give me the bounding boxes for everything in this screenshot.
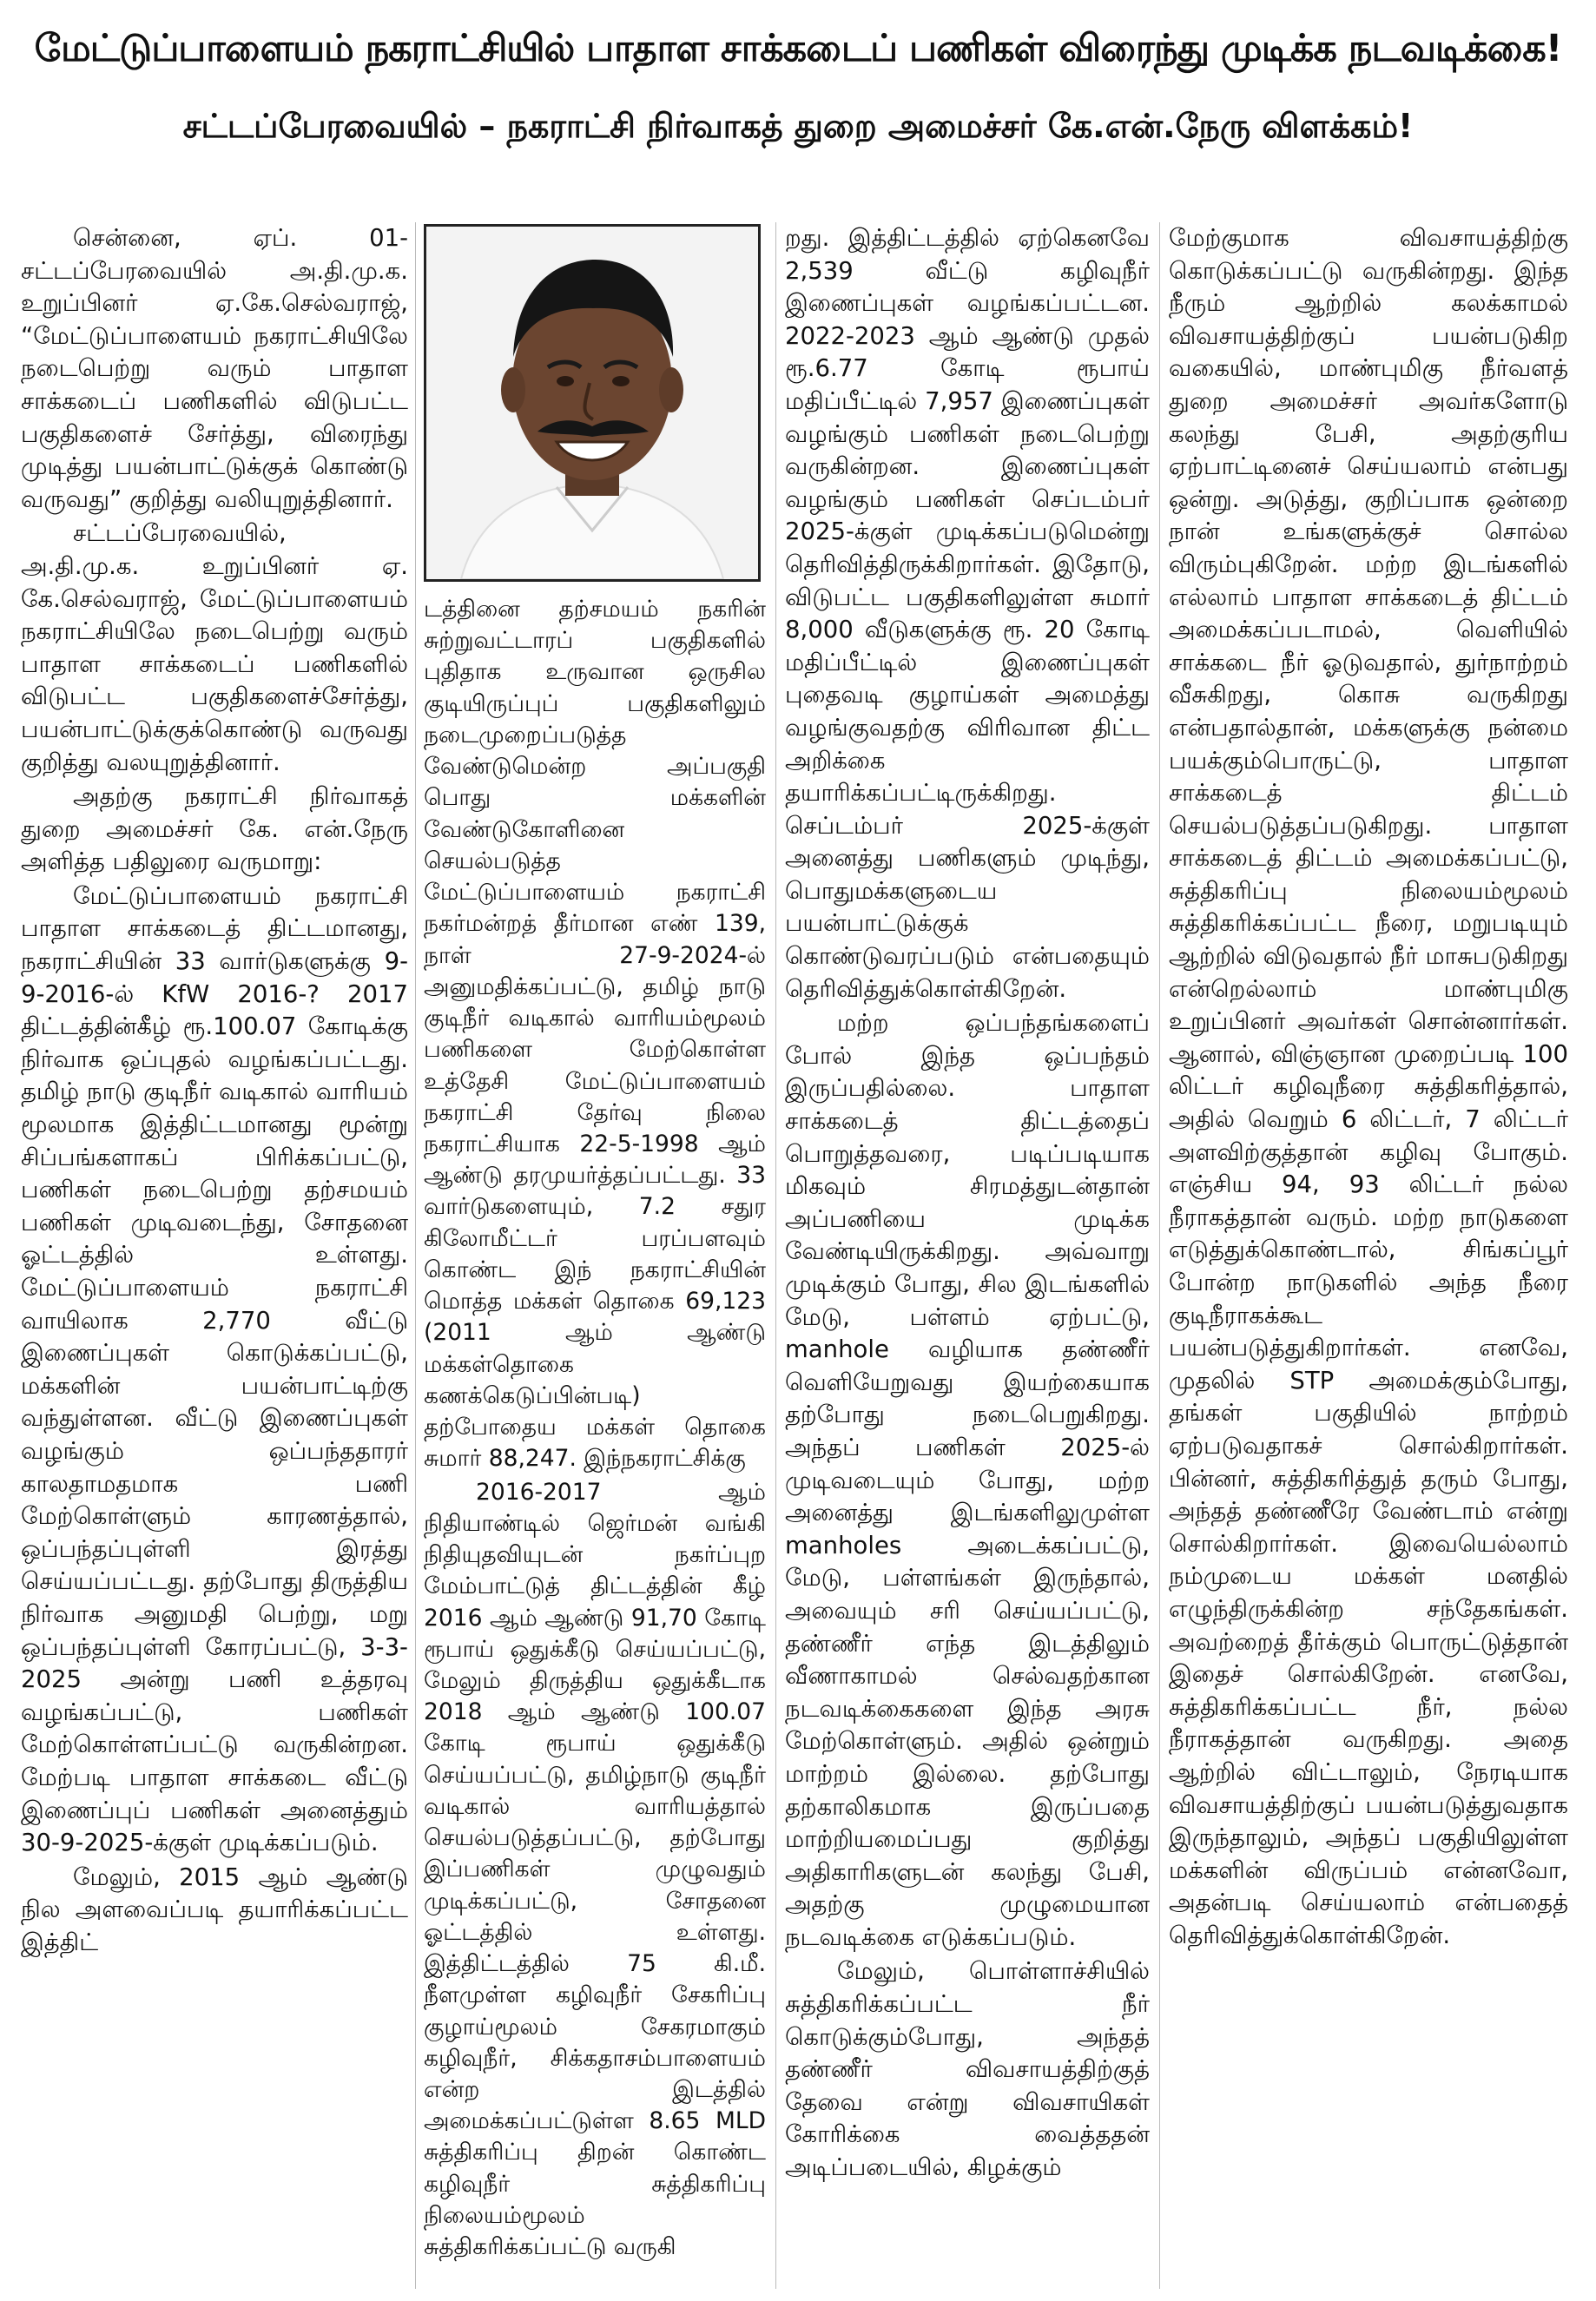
article-paragraph: மற்ற ஒப்பந்தங்களைப் போல் இந்த ஒப்பந்தம் இருப்பதில்லை. பாதாள சாக்கடைத் திட்டத்தைப் பொறுத்தவரை, படிப்படியாக மிகவும் சிரமத்துடன்தான் அப்பணியை முடிக்க வேண்டியிருக்கிறது. அவ்வாறு முடிக்கும் போது, சில இடங்களில் மேடு, பள்ளம் ஏற்பட்டு, manhole வழியாக தண்ணீர் வெளியேறுவது இயற்கையாக தற்போது நடைபெறுகிறது. அந்தப் பணிகள் 2025-ல் முடிவடையும் போது, மற்ற அனைத்து இடங்களிலுமுள்ள manholes அடைக்கப்பட்டு, மேடு, பள்ளங்கள் இருந்தால், அவையும் சரி செய்யப்பட்டு, தண்ணீர் எந்த இடத்திலும் வீணாகாமல் செல்வதற்கான நடவடிக்கைகளை இந்த அரசு மேற்கொள்ளும். அதில் ஒன்றும் மாற்றம் இல்லை. தற்போது தற்காலிகமாக இருப்பதை மாற்றியமைப்பது குறித்து அதிகாரிகளுடன் கலந்து பேசி, அதற்கு முழுமையான நடவடிக்கை எடுக்கப்படும். xyxy=(785,1009,1150,1951)
article-paragraph: மேலும், 2015 ஆம் ஆண்டு நில அளவைப்படி தயாரிக்கப்பட்ட இத்திட் xyxy=(21,1863,408,1956)
column-divider xyxy=(415,222,416,2289)
headline: மேட்டுப்பாளையம் நகராட்சியில் பாதாள சாக்கடைப் பணிகள் விரைந்து முடிக்க நடவடிக்கை! xyxy=(34,27,1562,70)
article-paragraph: றது. இத்திட்டத்தில் ஏற்கெனவே 2,539 வீட்டு கழிவுநீர் இணைப்புகள் வழங்கப்பட்டன. 2022-2023 ஆம் ஆண்டு முதல் ரூ.6.77 கோடி ரூபாய் மதிப்பீட்டில் 7,957 இணைப்புகள் வழங்கும் பணிகள் நடைபெற்று வருகின்றன. இணைப்புகள் வழங்கும் பணிகள் செப்டம்பர் 2025-க்குள் முடிக்கப்படுமென்று தெரிவித்திருக்கிறார்கள். இதோடு, விடுபட்ட பகுதிகளிலுள்ள சுமார் 8,000 வீடுகளுக்கு ரூ. 20 கோடி மதிப்பீட்டில் இணைப்புகள் புதைவடி குழாய்கள் அமைத்து வழங்குவதற்கு விரிவான திட்ட அறிக்கை தயாரிக்கப்பட்டிருக்கிறது. செப்டம்பர் 2025-க்குள் அனைத்து பணிகளும் முடிந்து, பொதுமக்களுடைய பயன்பாட்டுக்குக் கொண்டுவரப்படும் என்பதையும் தெரிவித்துக்கொள்கிறேன். xyxy=(785,224,1150,1003)
article-column-3 xyxy=(785,222,1150,2293)
article-paragraph: சென்னை, ஏப். 01- சட்டப்பேரவையில் அ.தி.மு.க. உறுப்பினர் ஏ.கே.செல்வராஜ், “மேட்டுப்பாளையம் நகராட்சியிலே நடைபெற்று வரும் பாதாள சாக்கடைப் பணிகளில் விடுபட்ட பகுதிகளைச் சேர்த்து, விரைந்து முடித்து பயன்பாட்டுக்குக் கொண்டு வருவது” குறித்து வலியுறுத்தினார். xyxy=(21,224,408,513)
article-column-1 xyxy=(21,222,408,2293)
article-column-4 xyxy=(1169,222,1568,2293)
article-paragraph: மேட்டுப்பாளையம் நகராட்சி பாதாள சாக்கடைத் திட்டமானது, நகராட்சியின் 33 வார்டுகளுக்கு 9-9-2016-ல் KfW 2016-? 2017 திட்டத்தின்கீழ் ரூ.100.07 கோடிக்கு நிர்வாக ஒப்புதல் வழங்கப்பட்டது. தமிழ் நாடு குடிநீர் வடிகால் வாரியம் மூலமாக இத்திட்டமானது மூன்று சிப்பங்களாகப் பிரிக்கப்பட்டு, பணிகள் நடைபெற்று தற்சமயம் பணிகள் முடிவடைந்து, சோதனை ஓட்டத்தில் உள்ளது. மேட்டுப்பாளையம் நகராட்சி வாயிலாக 2,770 வீட்டு இணைப்புகள் கொடுக்கப்பட்டு, மக்களின் பயன்பாட்டிற்கு வந்துள்ளன. வீட்டு இணைப்புகள் வழங்கும் ஒப்பந்ததாரர் காலதாமதமாக பணி மேற்கொள்ளும் காரணத்தால், ஒப்பந்தப்புள்ளி இரத்து செய்யப்பட்டது. தற்போது திருத்திய நிர்வாக அனுமதி பெற்று, மறு ஒப்பந்தப்புள்ளி கோரப்பட்டு, 3-3-2025 அன்று பணி உத்தரவு வழங்கப்பட்டு, பணிகள் மேற்கொள்ளப்பட்டு வருகின்றன. மேற்படி பாதாள சாக்கடை வீட்டு இணைப்புப் பணிகள் அனைத்தும் 30-9-2025-க்குள் முடிக்கப்படும். xyxy=(21,881,408,1857)
article-paragraph: சட்டப்பேரவையில், அ.தி.மு.க. உறுப்பினர் ஏ. கே.செல்வராஜ், மேட்டுப்பாளையம் நகராட்சியிலே நடைபெற்று வரும் பாதாள சாக்கடைப் பணிகளில் விடுபட்ட பகுதிகளைச்சேர்த்து, பயன்பாட்டுக்குக்கொண்டு வருவது குறித்து வலயுறுத்தினார். xyxy=(21,519,408,776)
article-column-2 xyxy=(424,594,766,2293)
article-paragraph: 2016-2017 ஆம் நிதியாண்டில் ஜெர்மன் வங்கி நிதியுதவியுடன் நகர்ப்புற மேம்பாட்டுத் திட்டத்தின் கீழ் 2016 ஆம் ஆண்டு 91,70 கோடி ரூபாய் ஒதுக்கீடு செய்யப்பட்டு, மேலும் திருத்திய ஒதுக்கீடாக 2018 ஆம் ஆண்டு 100.07 கோடி ரூபாய் ஒதுக்கீடு செய்யப்பட்டு, தமிழ்நாடு குடிநீர் வடிகால் வாரியத்தால் செயல்படுத்தப்பட்டு, தற்போது இப்பணிகள் முழுவதும் முடிக்கப்பட்டு, சோதனை ஓட்டத்தில் உள்ளது. இத்திட்டத்தில் 75 கி.மீ. நீளமுள்ள கழிவுநீர் சேகரிப்பு குழாய்மூலம் சேகரமாகும் கழிவுநீர், சிக்கதாசம்பாளையம் என்ற இடத்தில் அமைக்கப்பட்டுள்ள 8.65 MLD சுத்திகரிப்பு திறன் கொண்ட கழிவுநீர் சுத்திகரிப்பு நிலையம்மூலம் சுத்திகரிக்கப்பட்டு வருகி xyxy=(424,1478,766,2261)
article-paragraph: மேற்குமாக விவசாயத்திற்கு கொடுக்கப்பட்டு வருகின்றது. இந்த நீரும் ஆற்றில் கலக்காமல் விவசாயத்திற்குப் பயன்படுகிற வகையில், மாண்புமிகு நீர்வளத் துறை அமைச்சர் அவர்களோடு கலந்து பேசி, அதற்குரிய ஏற்பாட்டினைச் செய்யலாம் என்பது ஒன்று. அடுத்து, குறிப்பாக ஒன்றை நான் உங்களுக்குச் சொல்ல விரும்புகிறேன். மற்ற இடங்களில் எல்லாம் பாதாள சாக்கடைத் திட்டம் அமைக்கப்படாமல், வெளியில் சாக்கடை நீர் ஓடுவதால், துர்நாற்றம் வீசுகிறது, கொசு வருகிறது என்பதால்தான், மக்களுக்கு நன்மை பயக்கும்பொருட்டு, பாதாள சாக்கடைத் திட்டம் செயல்படுத்தப்படுகிறது. பாதாள சாக்கடைத் திட்டம் அமைக்கப்பட்டு, சுத்திகரிப்பு நிலையம்மூலம் சுத்திகரிக்கப்பட்ட நீரை, மறுபடியும் ஆற்றில் விடுவதால் நீர் மாசுபடுகிறது என்றெல்லாம் மாண்புமிகு உறுப்பினர் அவர்கள் சொன்னார்கள். ஆனால், விஞ்ஞான முறைப்படி 100 லிட்டர் கழிவுநீரை சுத்திகரித்தால், அதில் வெறும் 6 லிட்டர், 7 லிட்டர் அளவிற்குத்தான் கழிவு போகும். எஞ்சிய 94, 93 லிட்டர் நல்ல நீராகத்தான் வரும். மற்ற நாடுகளை எடுத்துக்கொண்டால், சிங்கப்பூர் போன்ற நாடுகளில் அந்த நீரை குடிநீராகக்கூட பயன்படுத்துகிறார்கள். எனவே, முதலில் STP அமைக்கும்போது, தங்கள் பகுதியில் நாற்றம் ஏற்படுவதாகச் சொல்கிறார்கள். பின்னர், சுத்திகரித்துத் தரும் போது, அந்தத் தண்ணீரே வேண்டாம் என்று சொல்கிறார்கள். இவையெல்லாம் நம்முடைய மக்கள் மனதில் எழுந்திருக்கின்ற சந்தேகங்கள். அவற்றைத் தீர்க்கும் பொருட்டுத்தான் இதைச் சொல்கிறேன். எனவே, சுத்திகரிக்கப்பட்ட நீர், நல்ல நீராகத்தான் வருகிறது. அதை ஆற்றில் விட்டாலும், நேரடியாக விவசாயத்திற்குப் பயன்படுத்துவதாக இருந்தாலும், அந்தப் பகுதியிலுள்ள மக்களின் விருப்பம் என்னவோ, அதன்படி செய்யலாம் என்பதைத் தெரிவித்துக்கொள்கிறேன். xyxy=(1169,224,1568,1949)
article-paragraph: மேலும், பொள்ளாச்சியில் சுத்திகரிக்கப்பட்ட நீர் கொடுக்கும்போது, அந்தத் தண்ணீர் விவசாயத்திற்குத் தேவை என்று விவசாயிகள் கோரிக்கை வைத்ததன் அடிப்படையில், கிழக்கும் xyxy=(785,1957,1150,2182)
article-paragraph: டத்தினை தற்சமயம் நகரின் சுற்றுவட்டாரப் பகுதிகளில் புதிதாக உருவான ஒருசில குடியிருப்புப் பகுதிகளிலும் நடைமுறைப்படுத்த வேண்டுமென்ற அப்பகுதி பொது மக்களின் வேண்டுகோளினை செயல்படுத்த மேட்டுப்பாளையம் நகராட்சி நகர்மன்றத் தீர்மான எண் 139, நாள் 27-9-2024-ல் அனுமதிக்கப்பட்டு, தமிழ் நாடு குடிநீர் வடிகால் வாரியம்மூலம் பணிகளை மேற்கொள்ள உத்தேசி மேட்டுப்பாளையம் நகராட்சி தேர்வு நிலை நகராட்சியாக 22-5-1998 ஆம் ஆண்டு தரமுயர்த்தப்பட்டது. 33 வார்டுகளையும், 7.2 சதுர கிலோமீட்டர் பரப்பளவும் கொண்ட இந் நகராட்சியின் மொத்த மக்கள் தொகை 69,123 (2011 ஆம் ஆண்டு மக்கள்தொகை கணக்கெடுப்பின்படி) தற்போதைய மக்கள் தொகை சுமார் 88,247. இந்நகராட்சிக்கு xyxy=(424,596,766,1473)
column-divider xyxy=(775,222,776,2289)
article-paragraph: அதற்கு நகராட்சி நிர்வாகத் துறை அமைச்சர் கே. என்.நேரு அளித்த பதிலுரை வருமாறு: xyxy=(21,782,408,876)
subheadline: சட்டப்பேரவையில் – நகராட்சி நிர்வாகத் துறை அமைச்சர் கே.என்.நேரு விளக்கம்! xyxy=(182,107,1414,145)
minister-photo xyxy=(424,224,761,582)
portrait-illustration xyxy=(426,227,758,579)
column-divider xyxy=(1159,222,1160,2289)
